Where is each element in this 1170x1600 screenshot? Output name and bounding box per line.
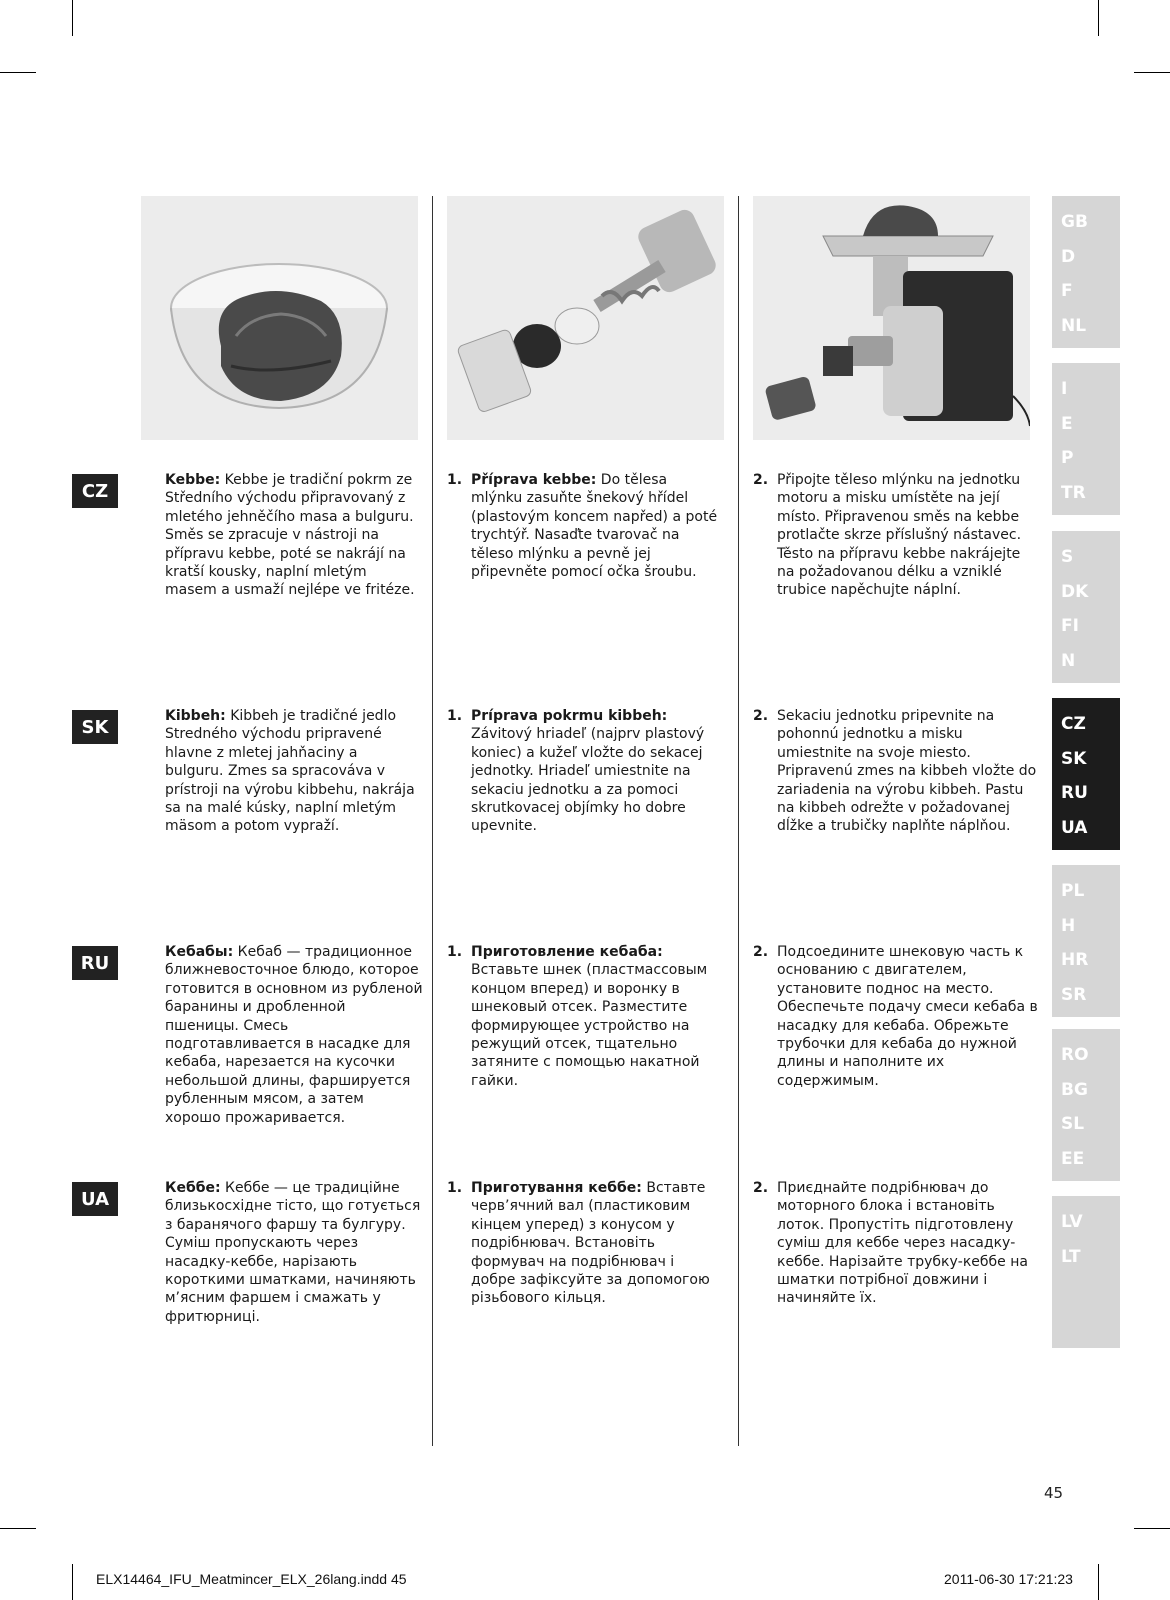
language-tab-ua[interactable]: UA <box>1061 817 1088 838</box>
intro-body: Kebbe je tradiční pokrm ze Středního východu připravovaný z mletého jehněčího masa a bulguru. Směs se zpracuje v nástroji na přípravu kebbe, poté se nakrájí na kratší kousky, naplní mletým masem a usmaží nejlépe ve fritéze. <box>165 472 415 599</box>
grinder-parts-illustration <box>447 196 724 440</box>
language-tab-ro[interactable]: RO <box>1061 1045 1089 1065</box>
intro-text-ua <box>165 1179 423 1326</box>
step-body: Вставте черв’ячний вал (пластиковим кінцем уперед) з конусом у подрібнювач. Встановіть формувач на подрібнювач і добре зафіксуйте за допомогою різьбового кільця. <box>471 1180 710 1307</box>
step-number: 2. <box>753 944 769 960</box>
language-tab-group-4-active[interactable] <box>1052 698 1120 850</box>
language-badge-ru: RU <box>72 946 118 980</box>
language-tab-lv[interactable]: LV <box>1061 1212 1083 1232</box>
step-number: 2. <box>753 1180 769 1196</box>
language-tab-h[interactable]: H <box>1061 915 1076 936</box>
language-tab-cz[interactable]: CZ <box>1061 714 1086 734</box>
step-body: Приєднайте подрібнювач до моторного блока і встановіть лоток. Пропустіть підготовлену суміш для кеббе через насадку-кеббе. Нарізайте трубку-кеббе на шматки потрібної довжини і начиняйте їх. <box>777 1180 1028 1307</box>
language-tab-group-1[interactable] <box>1052 196 1120 348</box>
grinder-parts-photo <box>447 196 724 440</box>
language-tab-d[interactable]: D <box>1061 246 1076 267</box>
step-number: 1. <box>447 472 463 488</box>
language-tab-lt[interactable]: LT <box>1061 1246 1081 1267</box>
step-body: Sekaciu jednotku pripevnite na pohonnú jednotku a misku umiestnite na svoje miesto. Pripravenú zmes na kibbeh vložte do zariadenia na výrobu kibbeh. Pastu na kibbeh odrežte v požadovanej dĺžke a trubičky naplňte náplňou. <box>777 708 1037 835</box>
step-body: Вставьте шнек (пластмассовым концом вперед) и воронку в шнековый отсек. Разместите формирующее устройство на режущий отсек, тщательно затяните с помощью накатной гайки. <box>471 962 708 1089</box>
step-title: Příprava kebbe: <box>471 472 597 488</box>
intro-title: Kibbeh: <box>165 708 226 724</box>
print-slug-timestamp: 2011-06-30 17:21:23 <box>944 1571 1073 1587</box>
step-number: 1. <box>447 1180 463 1196</box>
crop-mark <box>1134 72 1170 73</box>
crop-mark <box>0 72 36 73</box>
step-title: Приготування кеббе: <box>471 1180 642 1196</box>
step-body: Подсоедините шнековую часть к основанию с двигателем, установите поднос на место. Обеспечьте подачу смеси кебаба в насадку для кебаба. Обрежьте трубочки для кебаба до нужной длины и наполните их содержимым. <box>777 944 1038 1089</box>
language-tab-sl[interactable]: SL <box>1061 1114 1085 1134</box>
language-tab-group-2[interactable] <box>1052 363 1120 515</box>
intro-text-cz <box>165 471 420 600</box>
step-number: 2. <box>753 472 769 488</box>
step-1-cz <box>447 471 721 581</box>
language-tab-group-5[interactable] <box>1052 865 1120 1017</box>
crop-mark <box>1098 0 1099 36</box>
intro-text-ru <box>165 943 423 1127</box>
step-number: 1. <box>447 708 463 724</box>
step-title: Príprava pokrmu kibbeh: <box>471 708 668 724</box>
crop-mark <box>1134 1528 1170 1529</box>
language-tab-p[interactable]: P <box>1061 448 1074 468</box>
language-tab-gb[interactable]: GB <box>1061 212 1088 232</box>
intro-body: Kibbeh je tradičné jedlo Stredného východu pripravené hlavne z mletej jahňaciny a bulguru. Zmes sa spracováva v prístroji na výrobu kibbehu, nakrája sa na malé kúsky, naplní mletým mäsom a potom vypraží. <box>165 708 415 835</box>
step-number: 2. <box>753 708 769 724</box>
mincer-in-use-photo <box>753 196 1030 440</box>
page-number: 45 <box>1044 1484 1064 1502</box>
step-number: 1. <box>447 944 463 960</box>
intro-title: Кеббе: <box>165 1180 221 1196</box>
language-tab-tr[interactable]: TR <box>1061 482 1086 503</box>
intro-title: Кебабы: <box>165 944 234 960</box>
print-slug-filename: ELX14464_IFU_Meatmincer_ELX_26lang.indd 45 <box>96 1571 407 1587</box>
step-body: Připojte těleso mlýnku na jednotku motoru a misku umístěte na její místo. Připravenou směs na kebbe protlačte skrze příslušný nástavec. Těsto na přípravu kebbe nakrájejte na požadovanou délku a vzniklé trubice napěchujte náplní. <box>777 472 1022 599</box>
mincer-illustration <box>753 196 1030 440</box>
step-2-ru <box>753 943 1039 1090</box>
step-title: Приготовление кебаба: <box>471 944 663 960</box>
language-badge-ua: UA <box>72 1182 118 1216</box>
step-body: Závitový hriadeľ (najprv plastový koniec) a kužeľ vložte do sekacej jednotky. Hriadeľ umiestnite na sekaciu jednotku a za pomoci skrutkovacej objímky ho dobre upevnite. <box>471 726 705 835</box>
crop-mark <box>72 1564 73 1600</box>
language-tab-i[interactable]: I <box>1061 379 1068 399</box>
language-tab-sk[interactable]: SK <box>1061 748 1087 769</box>
language-tab-group-3[interactable] <box>1052 531 1120 683</box>
language-tab-hr[interactable]: HR <box>1061 950 1089 970</box>
intro-title: Kebbe: <box>165 472 221 488</box>
step-2-cz <box>753 471 1039 600</box>
step-body: Do tělesa mlýnku zasuňte šnekový hřídel (plastovým koncem napřed) a poté trychtýř. Nasaďte tvarovač na těleso mlýnku a pevně jej připevněte pomocí očka šroubu. <box>471 472 718 581</box>
crop-mark <box>1098 1564 1099 1600</box>
intro-body: Кебаб — традиционное ближневосточное блюдо, которое готовится в основном из рубленой баранины и дробленной пшеницы. Смесь подготавливается в насадке для кебаба, нарезается на кусочки небольшой длины, фаршируется рубленным мясом, а затем хорошо прожаривается. <box>165 944 423 1126</box>
language-tab-dk[interactable]: DK <box>1061 581 1089 602</box>
language-tab-s[interactable]: S <box>1061 547 1074 567</box>
language-badge-sk: SK <box>72 710 118 744</box>
step-2-sk <box>753 707 1039 836</box>
crop-mark <box>0 1528 36 1529</box>
column-divider <box>432 196 433 1446</box>
language-tab-ru[interactable]: RU <box>1061 783 1088 803</box>
language-tab-e[interactable]: E <box>1061 413 1073 434</box>
step-1-sk <box>447 707 721 836</box>
crop-mark <box>72 0 73 36</box>
language-tab-nl[interactable]: NL <box>1061 315 1087 336</box>
language-tab-fi[interactable]: FI <box>1061 616 1079 636</box>
language-tab-group-7[interactable] <box>1052 1196 1120 1348</box>
language-tab-f[interactable]: F <box>1061 281 1073 301</box>
step-2-ua <box>753 1179 1039 1308</box>
language-tab-n[interactable]: N <box>1061 650 1076 671</box>
intro-body: Кеббе — це традиційне близькосхідне тісто, що готується з баранячого фаршу та булгуру. Суміш пропускають через насадку-кеббе, нарізають короткими шматками, начиняють м’ясним фаршем і смажать у фритюрниці. <box>165 1180 421 1325</box>
language-tab-sr[interactable]: SR <box>1061 984 1087 1005</box>
kebbe-bowl-photo <box>141 196 418 440</box>
bowl-illustration <box>141 196 418 440</box>
column-divider <box>738 196 739 1446</box>
step-1-ua <box>447 1179 721 1308</box>
language-tab-bg[interactable]: BG <box>1061 1079 1088 1100</box>
language-tab-ee[interactable]: EE <box>1061 1148 1085 1169</box>
language-tab-pl[interactable]: PL <box>1061 881 1085 901</box>
intro-text-sk <box>165 707 420 836</box>
language-badge-cz: CZ <box>72 474 118 508</box>
language-tab-group-6[interactable] <box>1052 1029 1120 1181</box>
step-1-ru <box>447 943 721 1090</box>
